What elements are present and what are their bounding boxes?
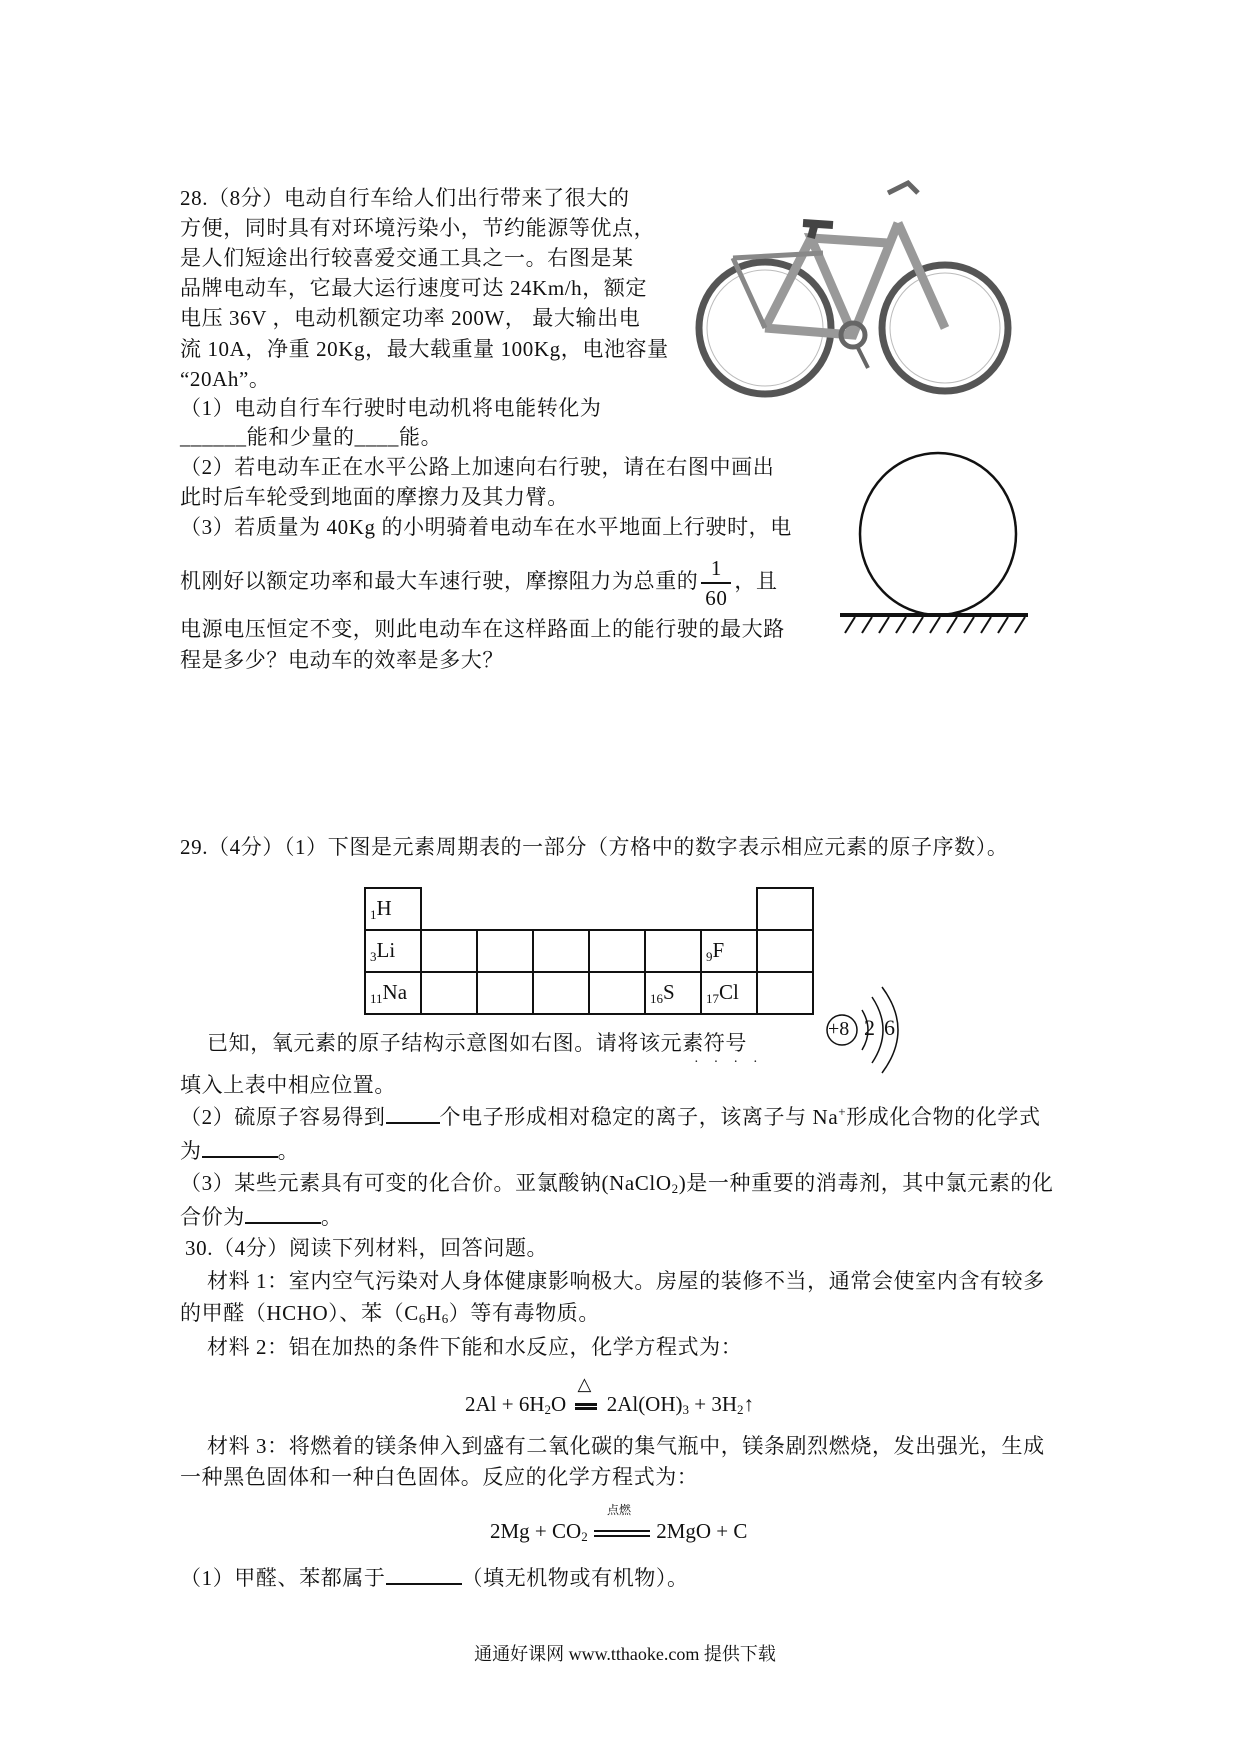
q30-part1 (180, 1565, 689, 1591)
q28-line-1: 28.（8分）电动自行车给人们出行带来了很大的 (180, 186, 630, 210)
subscript: 2 (544, 1402, 552, 1417)
text: + 3H (689, 1392, 738, 1416)
text: 2Al + 6H (465, 1392, 545, 1416)
answer-blank[interactable] (386, 1104, 440, 1124)
cell-empty (757, 930, 813, 972)
cell-empty (477, 972, 533, 1014)
q30-title: 30.（4分）阅读下列材料，回答问题。 (185, 1236, 549, 1260)
q28-part2-cont: 此时后车轮受到地面的摩擦力及其力臂。 (180, 485, 569, 509)
text: 。 (277, 1139, 300, 1163)
emphasis-dots: ···· (694, 1055, 773, 1070)
text: H (425, 1301, 442, 1325)
text: ____能。 (354, 425, 443, 449)
text: 形成化合物的化学式 (846, 1105, 1041, 1129)
q28-part3-line2 (180, 556, 778, 610)
atomic-number: 16 (650, 990, 663, 1006)
element-symbol: S (663, 979, 675, 1004)
element-symbol: Na (382, 979, 408, 1004)
equation-aluminum-water (465, 1374, 755, 1417)
atomic-number: 3 (370, 948, 377, 964)
text: 合价为 (180, 1205, 245, 1229)
cell-h (365, 888, 421, 930)
heating-condition (571, 1374, 601, 1417)
atomic-number: 11 (370, 990, 383, 1006)
cell-f (701, 930, 757, 972)
shell-2-electrons: 6 (884, 1015, 895, 1040)
cell-empty (477, 888, 533, 930)
text: O (551, 1392, 567, 1416)
delta-symbol: △ (577, 1374, 592, 1394)
text: ______能和少量的 (180, 425, 355, 449)
q30-material-3: 材料 3：将燃着的镁条伸入到盛有二氧化碳的集气瓶中，镁条剧烈燃烧，发出强光，生成 (207, 1434, 1045, 1458)
gas-arrow: ↑ (743, 1392, 755, 1416)
cell-empty (421, 930, 477, 972)
cell-empty (421, 888, 477, 930)
cell-empty (701, 888, 757, 930)
subscript: 6 (441, 1311, 449, 1326)
subscript: 2 (581, 1529, 588, 1544)
footer-source: 通通好课网 www.tthaoke.com 提供下载 (474, 1644, 776, 1664)
cell-empty (533, 888, 589, 930)
q29-part2-cont (180, 1138, 299, 1164)
text: 。 (320, 1205, 343, 1229)
q28-part1-blanks (180, 424, 442, 450)
periodic-table-fragment (364, 887, 814, 1015)
q28-line-5: 电压 36V ，电动机额定功率 200W， 最大输出电 (180, 306, 641, 330)
cell-empty (533, 930, 589, 972)
element-symbol: H (376, 895, 392, 920)
q29-known: 已知，氧元素的原子结构示意图如右图。请将该元素符号 (207, 1031, 747, 1055)
fraction-denominator: 60 (705, 586, 728, 610)
text: （2）硫原子容易得到 (180, 1105, 386, 1129)
answer-blank[interactable] (386, 1565, 462, 1585)
fraction-numerator: 1 (710, 556, 722, 580)
nucleus-charge: +8 (828, 1018, 850, 1040)
text: 个电子形成相对稳定的离子，该离子与 Na (439, 1105, 839, 1129)
oxygen-atom-diagram (824, 985, 914, 1075)
q30-material-2: 材料 2：铝在加热的条件下能和水反应，化学方程式为： (207, 1335, 743, 1359)
q29-title: 29.（4分）（1）下图是元素周期表的一部分（方格中的数字表示相应元素的原子序数）。 (180, 835, 1009, 859)
q28-line-2: 方便，同时具有对环境污染小，节约能源等优点， (180, 216, 656, 240)
q28-part1: （1）电动自行车行驶时电动机将电能转化为 (180, 396, 602, 420)
text: 为 (180, 1139, 202, 1163)
cell-s (645, 972, 701, 1014)
subscript: 2 (671, 1181, 679, 1196)
wheel-on-ground-diagram (835, 450, 1031, 640)
cell-empty (477, 930, 533, 972)
subscript: 6 (418, 1311, 426, 1326)
cell-cl (701, 972, 757, 1014)
q30-material-1-cont (180, 1300, 600, 1326)
q28-line-4: 品牌电动车，它最大运行速度可达 24Km/h，额定 (180, 276, 648, 300)
cell-empty (757, 972, 813, 1014)
q29-part3 (180, 1170, 1054, 1196)
text: )是一种重要的消毒剂，其中氯元素的化 (678, 1171, 1054, 1195)
atomic-number: 9 (706, 948, 713, 964)
q29-part3-cont (180, 1204, 342, 1230)
cell-empty (589, 888, 645, 930)
text: 2Al(OH) (606, 1392, 683, 1416)
q28-part2: （2）若电动车正在水平公路上加速向右行驶，请在右图中画出 (180, 455, 775, 479)
text: （3）某些元素具有可变的化合价。亚氯酸钠(NaClO (180, 1171, 672, 1195)
q28-part3-line3: 电源电压恒定不变，则此电动车在这样路面上的能行驶的最大路 (180, 617, 785, 641)
text: （1）甲醛、苯都属于 (180, 1566, 386, 1590)
cell-empty (645, 888, 701, 930)
q29-part2 (180, 1104, 1041, 1130)
ignition-condition (593, 1503, 651, 1544)
cell-empty (533, 972, 589, 1014)
electric-bicycle-image (693, 163, 1015, 419)
shell-1-electrons: 2 (864, 1015, 875, 1040)
text: 的甲醛（HCHO）、苯（C (180, 1301, 419, 1325)
answer-blank[interactable] (202, 1138, 278, 1158)
cell-empty (421, 972, 477, 1014)
q28-part3-line4: 程是多少？电动车的效率是多大？ (180, 648, 504, 672)
element-symbol: F (712, 937, 725, 962)
text: 2Mg + CO (490, 1519, 582, 1543)
atomic-number: 17 (706, 990, 719, 1006)
q28-part3: （3）若质量为 40Kg 的小明骑着电动车在水平地面上行驶时，电 (180, 515, 792, 539)
cell-na (365, 972, 421, 1014)
text: ，且 (734, 568, 778, 593)
q28-line-3: 是人们短途出行较喜爱交通工具之一。右图是某 (180, 246, 634, 270)
condition-text: 点燃 (606, 1503, 631, 1517)
text: 机刚好以额定功率和最大车速行驶，摩擦阻力为总重的 (180, 568, 699, 593)
cell-noble-gas (757, 888, 813, 930)
text: ）等有毒物质。 (448, 1301, 600, 1325)
q30-material-3-cont: 一种黑色固体和一种白色固体。反应的化学方程式为： (180, 1465, 699, 1489)
q28-line-6: 流 10A，净重 20Kg，最大载重量 100Kg，电池容量 (180, 337, 669, 361)
element-symbol: Cl (719, 979, 739, 1004)
equation-magnesium-co2 (490, 1503, 748, 1544)
atomic-number: 1 (370, 906, 377, 922)
cell-li (365, 930, 421, 972)
text: 2MgO + C (656, 1519, 748, 1543)
element-symbol: Li (376, 937, 396, 962)
answer-blank[interactable] (245, 1204, 321, 1224)
cell-empty (589, 972, 645, 1014)
cell-empty (645, 930, 701, 972)
q29-fill: 填入上表中相应位置。 (180, 1073, 396, 1097)
subscript: 3 (682, 1402, 690, 1417)
q30-material-1: 材料 1：室内空气污染对人身体健康影响极大。房屋的装修不当，通常会使室内含有较多 (207, 1269, 1045, 1293)
text: （填无机物或有机物）。 (461, 1566, 689, 1590)
q28-line-7: “20Ah”。 (180, 367, 271, 391)
fraction-one-sixtieth (701, 556, 731, 610)
cell-empty (589, 930, 645, 972)
fraction-bar (701, 582, 731, 584)
subscript: 2 (737, 1402, 744, 1417)
superscript: + (838, 1104, 847, 1119)
